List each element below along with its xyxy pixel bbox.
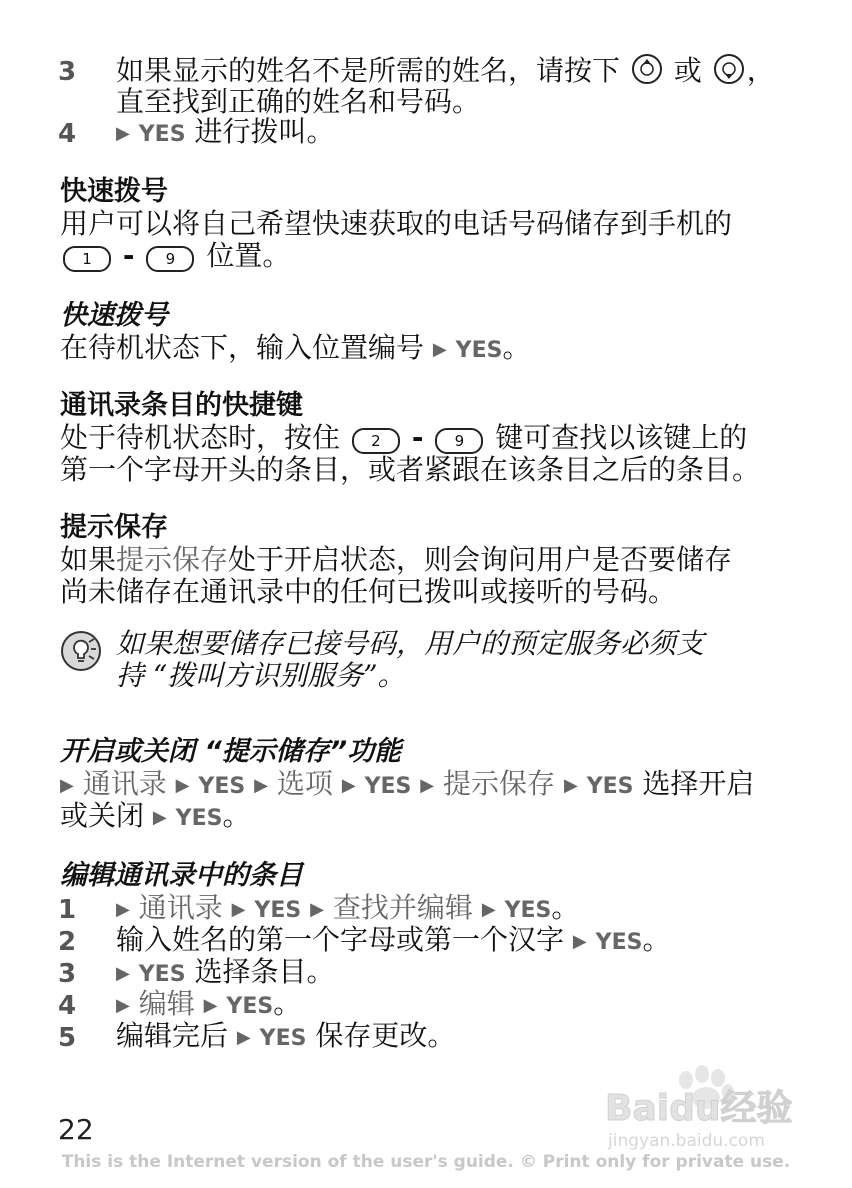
- menu-item: 通讯录: [82, 767, 167, 800]
- arrow-icon: ▶: [572, 931, 587, 952]
- step-number: 5: [58, 1023, 77, 1053]
- step-number: 1: [58, 895, 77, 925]
- step-text-end: 保存更改。: [315, 1019, 456, 1052]
- paragraph-text: 如果: [60, 543, 117, 576]
- arrow-icon: ▶: [481, 899, 496, 920]
- arrow-icon: ▶: [116, 995, 130, 1016]
- arrow-icon: ▶: [236, 1027, 251, 1048]
- key-icon: 1: [63, 246, 111, 272]
- menu-path-text: 选择开启: [642, 767, 755, 800]
- subsection-heading: 快速拨号: [60, 300, 168, 331]
- step-text: [116, 116, 334, 151]
- yes-key-label: YES: [586, 774, 634, 799]
- step-text-b: 进行拨叫。: [194, 115, 335, 148]
- paragraph: [60, 240, 290, 272]
- tip-text: 持 “拨叫方识别服务”。: [116, 659, 406, 692]
- menu-item: 选项: [276, 767, 333, 800]
- yes-key-label: YES: [364, 774, 412, 799]
- tip-lightbulb-icon: [60, 630, 102, 672]
- menu-reference: 提示保存: [116, 543, 229, 576]
- paragraph-text: 处于开启状态，则会询问用户是否要储存: [228, 543, 733, 576]
- subsection-heading: 开启或关闭 “提示储存”功能: [60, 736, 402, 767]
- yes-key-label: YES: [198, 774, 246, 799]
- paragraph: [60, 332, 531, 367]
- menu-path-text: 或关闭: [60, 799, 145, 832]
- step-text-b: 选择条目。: [194, 955, 335, 988]
- step-text-line2: 直至找到正确的姓名和号码。: [116, 85, 481, 118]
- step-text: [116, 924, 671, 959]
- yes-key-label: YES: [138, 122, 186, 147]
- subsection-heading: 编辑通讯录中的条目: [60, 860, 303, 891]
- menu-item: 编辑: [138, 987, 195, 1020]
- paragraph-text: 键可查找以该键上的: [495, 421, 748, 454]
- arrow-icon: ▶: [60, 775, 74, 796]
- arrow-icon: ▶: [231, 899, 246, 920]
- arrow-icon: ▶: [432, 339, 447, 360]
- step-text: [116, 1020, 455, 1055]
- yes-key-label: YES: [595, 930, 643, 955]
- yes-key-label: YES: [175, 806, 223, 831]
- paragraph-end: 位置。: [206, 239, 291, 272]
- period: 。: [502, 331, 531, 364]
- period: 。: [222, 799, 251, 832]
- menu-item: 查找并编辑: [332, 891, 473, 924]
- paragraph: 用户可以将自己希望快速获取的电话号码储存到手机的: [60, 207, 733, 240]
- paragraph: [60, 422, 747, 454]
- menu-item: 通讯录: [138, 891, 223, 924]
- step-number: 3: [58, 959, 77, 989]
- period: 。: [642, 923, 671, 956]
- menu-path: [60, 800, 251, 835]
- step-text: [116, 54, 775, 87]
- watermark-brand: Baidu经验: [605, 1088, 793, 1129]
- arrow-icon: ▶: [116, 123, 130, 144]
- nav-down-key-icon: [714, 54, 744, 84]
- arrow-icon: ▶: [175, 775, 190, 796]
- yes-key-label: YES: [504, 898, 552, 923]
- yes-key-label: YES: [226, 994, 274, 1019]
- step-text-a: 输入姓名的第一个字母或第一个汉字: [116, 923, 565, 956]
- step-text-a: 如果显示的姓名不是所需的姓名，请按下: [116, 54, 621, 87]
- nav-up-key-icon: [632, 54, 662, 84]
- paragraph-text: 在待机状态下，输入位置编号: [60, 331, 425, 364]
- step-text-a: 编辑完后: [116, 1019, 229, 1052]
- arrow-icon: ▶: [152, 807, 167, 828]
- arrow-icon: ▶: [116, 899, 130, 920]
- step-number: 4: [58, 991, 77, 1021]
- key-icon: 2: [352, 428, 400, 454]
- dash: -: [122, 239, 135, 272]
- period: 。: [551, 891, 580, 924]
- arrow-icon: ▶: [420, 775, 435, 796]
- footer-note: This is the Internet version of the user's guide. © Print only for private use.: [61, 1152, 791, 1172]
- arrow-icon: ▶: [116, 963, 130, 984]
- paragraph: [60, 544, 732, 576]
- step-text: [116, 892, 579, 927]
- yes-key-label: YES: [254, 898, 302, 923]
- step-number: 4: [58, 119, 77, 149]
- arrow-icon: ▶: [341, 775, 356, 796]
- arrow-icon: ▶: [203, 995, 218, 1016]
- arrow-icon: ▶: [310, 899, 324, 920]
- paragraph-line: 尚未储存在通讯录中的任何已拨叫或接听的号码。: [60, 575, 677, 608]
- or-text: 或: [673, 54, 702, 87]
- step-number: 2: [58, 927, 77, 957]
- menu-item: 提示保存: [443, 767, 556, 800]
- step-text: [116, 988, 301, 1023]
- step-number: 3: [58, 57, 77, 87]
- comma: ，: [746, 54, 775, 87]
- key-icon: 9: [435, 428, 483, 454]
- yes-key-label: YES: [455, 338, 503, 363]
- step-text: [116, 956, 334, 991]
- tip-text: 如果想要储存已接号码，用户的预定服务必须支: [116, 627, 705, 660]
- paragraph-line: 第一个字母开头的条目，或者紧跟在该条目之后的条目。: [60, 453, 761, 486]
- arrow-icon: ▶: [254, 775, 268, 796]
- section-heading: 通讯录条目的快捷键: [60, 390, 303, 421]
- menu-path: [60, 768, 754, 803]
- arrow-icon: ▶: [563, 775, 578, 796]
- baidu-watermark-logo: [600, 1058, 810, 1158]
- section-heading: 提示保存: [60, 512, 168, 543]
- paragraph-text: 处于待机状态时，按住: [60, 421, 341, 454]
- period: 。: [273, 987, 302, 1020]
- key-icon: 9: [146, 246, 194, 272]
- watermark-url: jingyan.baidu.com: [608, 1131, 765, 1151]
- yes-key-label: YES: [138, 962, 186, 987]
- dash: -: [411, 421, 424, 454]
- section-heading: 快速拨号: [60, 176, 168, 207]
- page-number: 22: [58, 1113, 94, 1146]
- yes-key-label: YES: [259, 1026, 307, 1051]
